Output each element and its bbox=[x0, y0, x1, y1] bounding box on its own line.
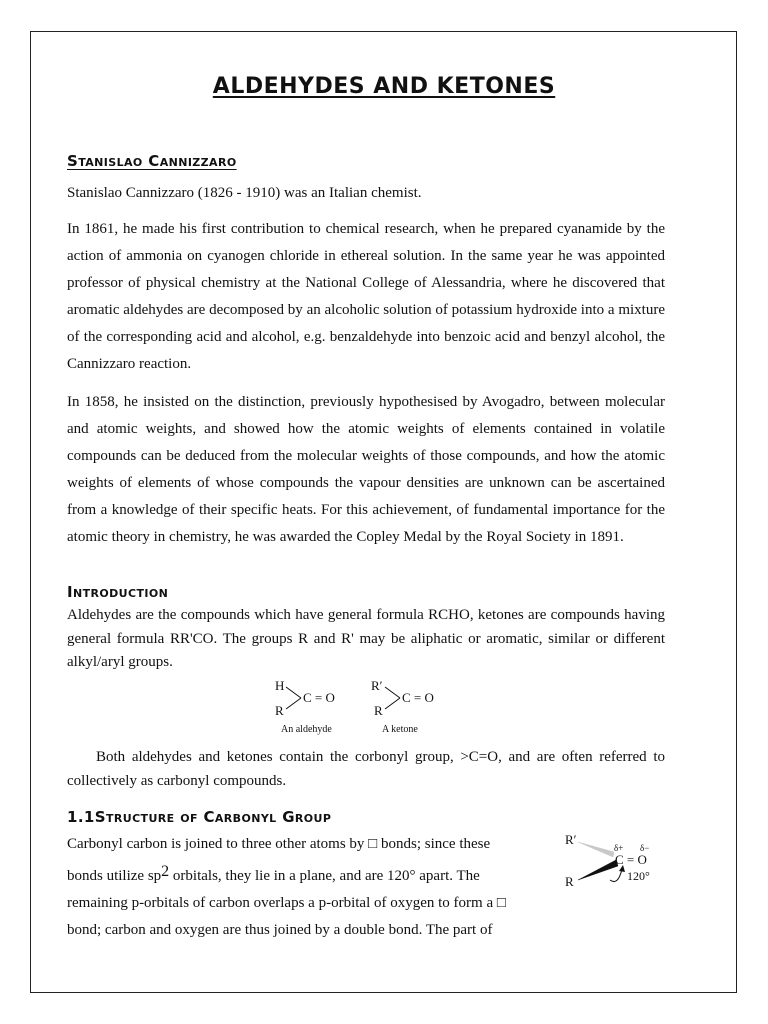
paragraph-general-formula: Aldehydes are the compounds which have general formula RCHO, ketones are compounds having general formula RR'CO. The groups R and R' may be aliphatic or aromatic, similar or different alkyl/aryl groups. bbox=[67, 607, 665, 670]
carbonyl-line-3: remaining p-orbitals of carbon overlaps a p-orbital of oxygen to form a □ bbox=[67, 895, 506, 911]
carbonyl-line-1: Carbonyl carbon is joined to three other atoms by □ bonds; since these bbox=[67, 836, 491, 852]
delta-minus: δ− bbox=[640, 843, 650, 853]
carbonyl-line-4: bond; carbon and oxygen are thus joined by a double bond. The part of bbox=[67, 922, 493, 938]
figure-r: R bbox=[565, 874, 574, 889]
aldehyde-r: R bbox=[275, 703, 284, 718]
aldehyde-h: H bbox=[275, 678, 285, 693]
paragraph-carbonyl-compounds: Both aldehydes and ketones contain the corbonyl group, >C=O, and are often referred to collectively as carbonyl compounds. bbox=[67, 749, 665, 789]
paragraph-cyanamide: In 1861, he made his first contribution to chemical research, when he prepared cyanamide by the action of ammonia on cyanogen chloride in ethereal solution. In the same year he was appointed professor of physical chemistry at the National College of Alessandria, where he discovered that aromatic aldehydes are decomposed by an alcoholic solution of potassium hydroxide into a mixture of the corresponding acid and alcohol, e.g. benzaldehyde into benzoic acid and benzyl alcohol, the Cannizzaro reaction. bbox=[67, 221, 665, 372]
ketone-r: R bbox=[374, 703, 383, 718]
paragraph-avogadro: In 1858, he insisted on the distinction, previously hypothesised by Avogadro, between molecular and atomic weights, and showed how the atomic weights of elements contained in volatile compounds can be deduced from the molecular weights of those compounds, and how the atomic weights of elements of whose compounds the vapour densities are unknown can be ascertained from a knowledge of their specific heats. For this achievement, of fundamental importance for the atomic theory in chemistry, he was awarded the Copley Medal by the Royal Society in 1891. bbox=[67, 394, 665, 545]
ketone-caption: A ketone bbox=[382, 724, 418, 735]
line-2-part-b: orbitals, they lie in a plane, and are 120° apart. The bbox=[169, 868, 480, 884]
figure-carbonyl: C = O bbox=[615, 852, 647, 867]
heading-introduction: Introduction bbox=[67, 583, 169, 601]
aldehyde-bonds bbox=[284, 684, 304, 712]
carbonyl-line-2 bbox=[67, 858, 550, 890]
line-2-part-a: bonds utilize sp bbox=[67, 868, 162, 884]
delta-plus: δ+ bbox=[614, 843, 624, 853]
paragraph-intro: Stanislao Cannizzaro (1826 - 1910) was an Italian chemist. bbox=[67, 185, 422, 201]
ketone-bonds bbox=[383, 684, 403, 712]
aldehyde-carbonyl: C = O bbox=[303, 690, 335, 705]
page-title: ALDEHYDES AND KETONES bbox=[212, 74, 556, 99]
ketone-r-prime: R′ bbox=[371, 678, 383, 693]
aldehyde-caption: An aldehyde bbox=[281, 724, 332, 735]
ketone-carbonyl: C = O bbox=[402, 690, 434, 705]
heading-cannizzaro: Stanislao Cannizzaro bbox=[67, 152, 237, 170]
figure-angle: 120° bbox=[627, 869, 650, 883]
paragraph-carbonyl-structure bbox=[67, 831, 550, 944]
heading-structure-carbonyl: 1.1Structure of Carbonyl Group bbox=[67, 808, 332, 826]
figure-r-prime: R′ bbox=[565, 832, 577, 847]
sp2-superscript: 2 bbox=[161, 863, 170, 880]
